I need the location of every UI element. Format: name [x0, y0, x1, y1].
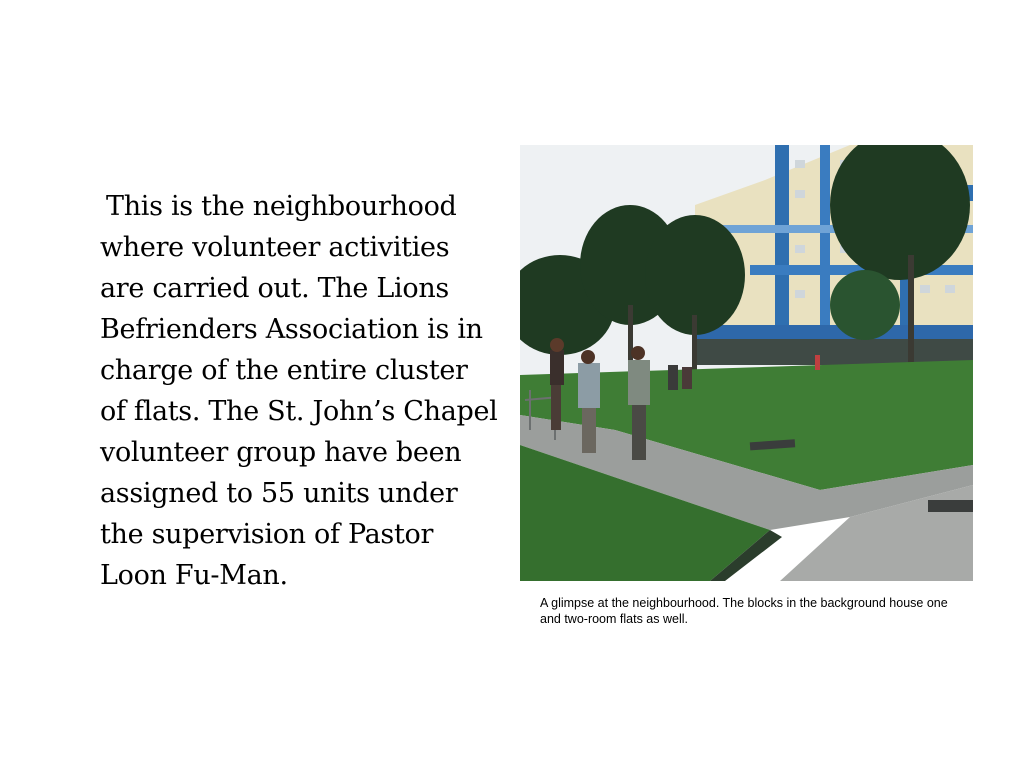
photo-caption: A glimpse at the neighbourhood. The blocks in the background house one and two-room flats as well. [540, 596, 948, 626]
neighbourhood-photo [520, 145, 973, 581]
body-paragraph: This is the neighbourhood where volunteer activities are carried out. The Lions Befrienders Association is in charge of the entire cluster of flats. The St. John’s Chapel volunteer group have been assigned to 55 units under the supervision of Pastor Loon Fu-Man. [100, 191, 498, 591]
